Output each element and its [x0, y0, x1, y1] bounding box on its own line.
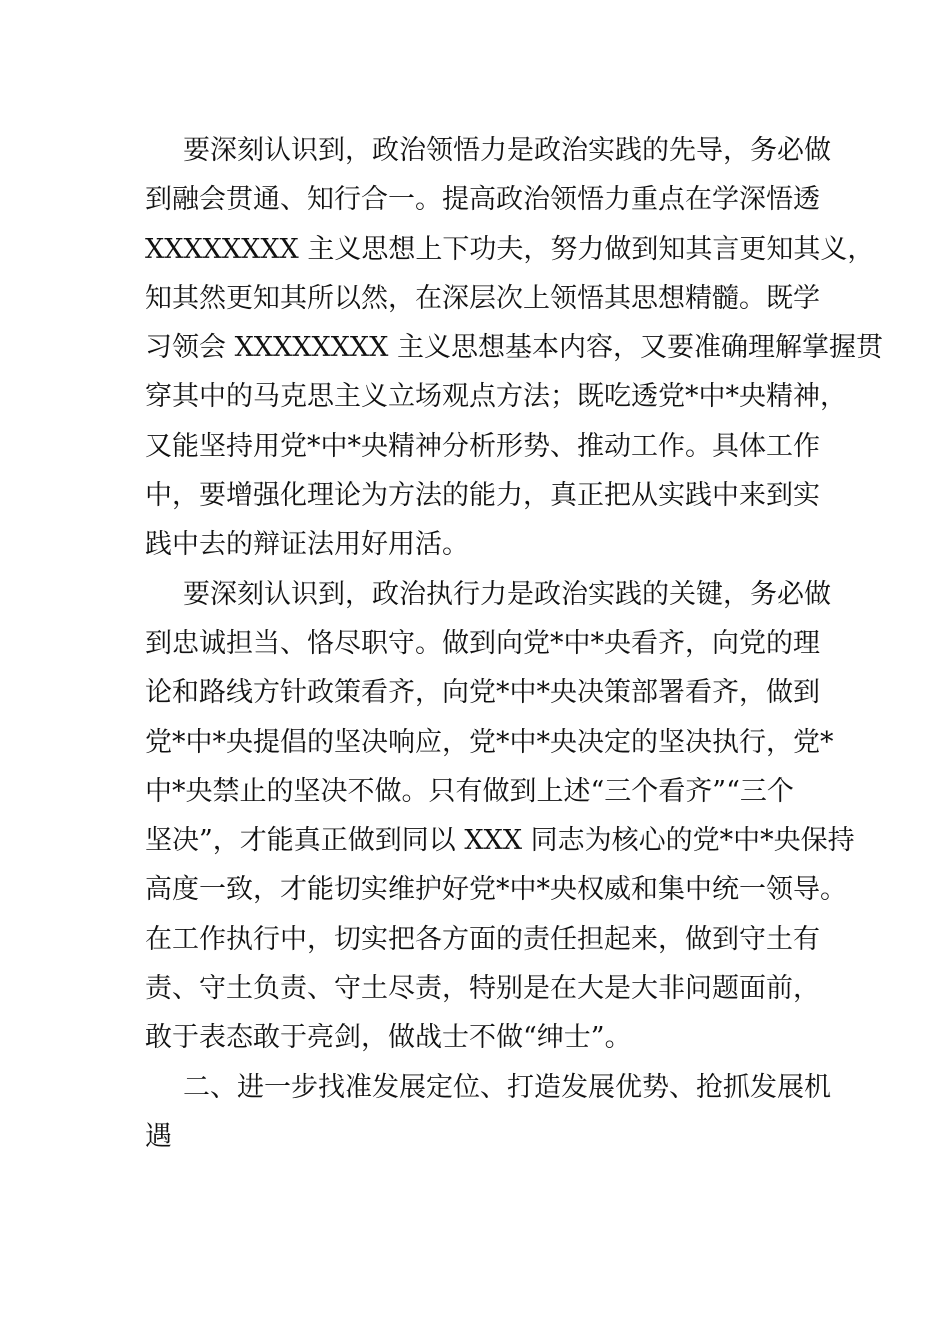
text-line: 责、守土负责、守土尽责，特别是在大是大非问题面前， [145, 973, 820, 1005]
document-body [145, 126, 883, 1161]
text-line: 穿其中的马克思主义立场观点方法；既吃透党*中*央精神， [145, 381, 847, 413]
text-line: 到融会贯通、知行合一。提高政治领悟力重点在学深悟透 [145, 184, 820, 216]
text-line: 二、进一步找准发展定位、打造发展优势、抢抓发展机 [183, 1071, 831, 1103]
text-line: 知其然更知其所以然，在深层次上领悟其思想精髓。既学 [145, 282, 820, 314]
text-line: 党*中*央提倡的坚决响应，党*中*央决定的坚决执行，党* [145, 726, 834, 758]
text-line: 中，要增强化理论为方法的能力，真正把从实践中来到实 [145, 480, 820, 512]
paragraph [145, 126, 883, 570]
text-line: 论和路线方针政策看齐，向党*中*央决策部署看齐，做到 [145, 677, 820, 709]
text-line: 遇 [145, 1120, 172, 1152]
text-line: 习领会 XXXXXXXX 主义思想基本内容，又要准确理解掌握贯 [145, 332, 883, 364]
text-line: 在工作执行中，切实把各方面的责任担起来，做到守土有 [145, 923, 820, 955]
text-line: XXXXXXXX 主义思想上下功夫，努力做到知其言更知其义， [145, 233, 875, 265]
section-heading [145, 1063, 831, 1162]
text-line: 坚决”，才能真正做到同以 XXX 同志为核心的党*中*央保持 [145, 825, 855, 857]
text-line: 到忠诚担当、恪尽职守。做到向党*中*央看齐，向党的理 [145, 627, 820, 659]
text-line: 高度一致，才能切实维护好党*中*央权威和集中统一领导。 [145, 874, 847, 906]
text-line: 中*央禁止的坚决不做。只有做到上述“三个看齐”“三个 [145, 775, 794, 807]
text-line: 践中去的辩证法用好用活。 [145, 529, 469, 561]
paragraph [145, 570, 855, 1063]
text-line: 又能坚持用党*中*央精神分析形势、推动工作。具体工作 [145, 430, 820, 462]
text-line: 敢于表态敢于亮剑，做战士不做“绅士”。 [145, 1022, 632, 1054]
text-line: 要深刻认识到，政治领悟力是政治实践的先导，务必做 [183, 135, 831, 166]
text-line: 要深刻认识到，政治执行力是政治实践的关键，务必做 [183, 578, 831, 610]
